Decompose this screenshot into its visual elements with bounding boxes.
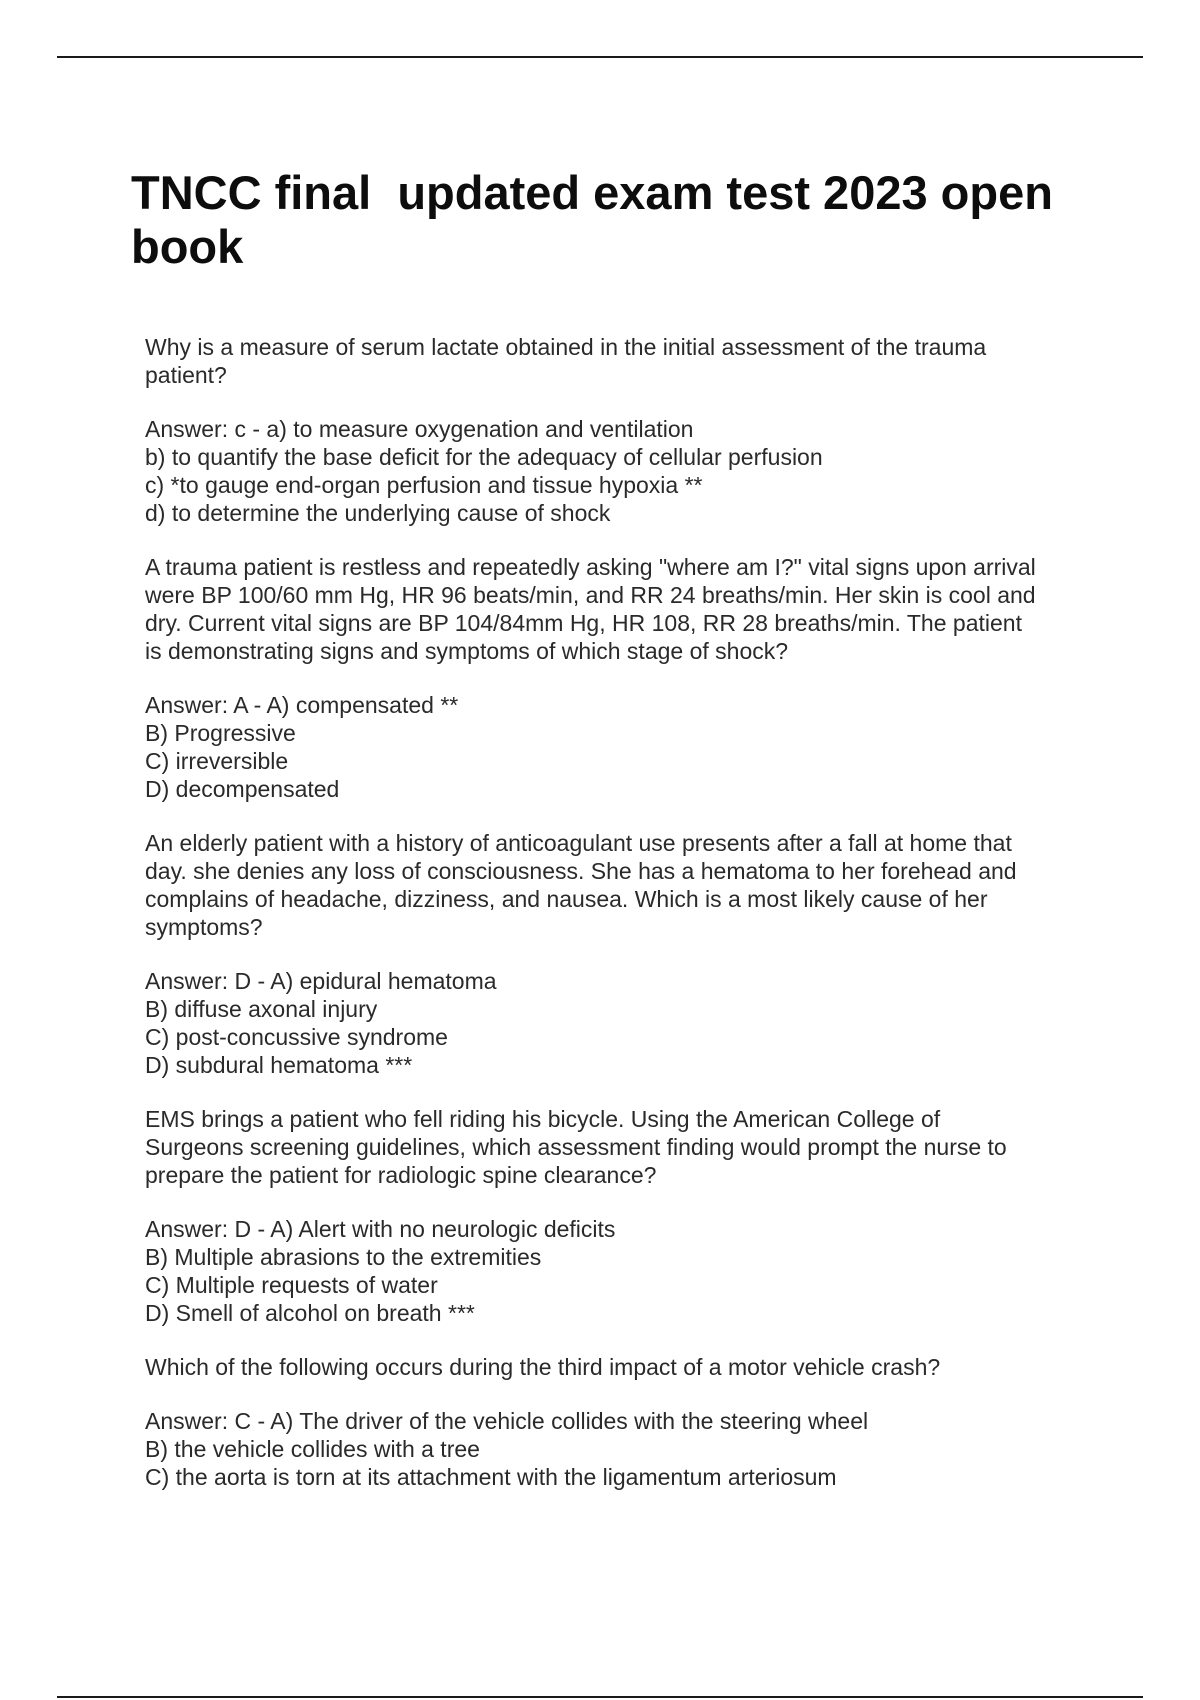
question-line: EMS brings a patient who fell riding his bicycle. Using the American College of <box>145 1106 941 1132</box>
question-line: Why is a measure of serum lactate obtained in the initial assessment of the trauma <box>145 334 987 360</box>
question-text <box>145 553 1085 665</box>
answer-line: B) the vehicle collides with a tree <box>145 1436 480 1462</box>
top-divider <box>57 56 1143 58</box>
answer-line: Answer: D - A) Alert with no neurologic deficits <box>145 1216 616 1242</box>
question-line: is demonstrating signs and symptoms of which stage of shock? <box>145 638 789 664</box>
qa-item <box>145 333 1085 527</box>
answer-line: B) diffuse axonal injury <box>145 996 378 1022</box>
answer-line: C) post-concussive syndrome <box>145 1024 448 1050</box>
answer-line: D) subdural hematoma *** <box>145 1052 413 1078</box>
answer-line: Answer: A - A) compensated ** <box>145 692 459 718</box>
answer-line: C) Multiple requests of water <box>145 1272 438 1298</box>
answer-line: D) decompensated <box>145 776 340 802</box>
document-title: TNCC final updated exam test 2023 open book <box>131 166 1067 273</box>
answer-line: Answer: c - a) to measure oxygenation and ventilation <box>145 416 694 442</box>
question-line: Which of the following occurs during the third impact of a motor vehicle crash? <box>145 1354 941 1380</box>
qa-item <box>145 829 1085 1079</box>
question-text <box>145 1353 1085 1381</box>
question-line: complains of headache, dizziness, and nausea. Which is a most likely cause of her <box>145 886 988 912</box>
question-line: symptoms? <box>145 914 263 940</box>
document-body <box>145 333 1085 1517</box>
answer-text <box>145 415 1085 527</box>
question-line: prepare the patient for radiologic spine clearance? <box>145 1162 657 1188</box>
answer-line: c) *to gauge end-organ perfusion and tissue hypoxia ** <box>145 472 703 498</box>
answer-text <box>145 967 1085 1079</box>
question-line: patient? <box>145 362 227 388</box>
answer-text <box>145 691 1085 803</box>
question-line: Surgeons screening guidelines, which assessment finding would prompt the nurse to <box>145 1134 1007 1160</box>
answer-line: d) to determine the underlying cause of shock <box>145 500 611 526</box>
question-text <box>145 1105 1085 1189</box>
answer-text <box>145 1215 1085 1327</box>
qa-item <box>145 1353 1085 1491</box>
question-text <box>145 333 1085 389</box>
answer-line: B) Multiple abrasions to the extremities <box>145 1244 542 1270</box>
answer-line: B) Progressive <box>145 720 296 746</box>
answer-line: Answer: D - A) epidural hematoma <box>145 968 497 994</box>
answer-line: Answer: C - A) The driver of the vehicle collides with the steering wheel <box>145 1408 869 1434</box>
answer-line: C) the aorta is torn at its attachment with the ligamentum arteriosum <box>145 1464 837 1490</box>
question-line: A trauma patient is restless and repeatedly asking "where am I?" vital signs upon arrival <box>145 554 1036 580</box>
qa-item <box>145 553 1085 803</box>
question-line: dry. Current vital signs are BP 104/84mm Hg, HR 108, RR 28 breaths/min. The patient <box>145 610 1022 636</box>
answer-text <box>145 1407 1085 1491</box>
question-line: day. she denies any loss of consciousness. She has a hematoma to her forehead and <box>145 858 1017 884</box>
answer-line: C) irreversible <box>145 748 289 774</box>
question-line: were BP 100/60 mm Hg, HR 96 beats/min, and RR 24 breaths/min. Her skin is cool and <box>145 582 1036 608</box>
qa-item <box>145 1105 1085 1327</box>
bottom-divider <box>57 1696 1143 1698</box>
question-line: An elderly patient with a history of anticoagulant use presents after a fall at home that <box>145 830 1012 856</box>
answer-line: b) to quantify the base deficit for the adequacy of cellular perfusion <box>145 444 823 470</box>
question-text <box>145 829 1085 941</box>
answer-line: D) Smell of alcohol on breath *** <box>145 1300 475 1326</box>
